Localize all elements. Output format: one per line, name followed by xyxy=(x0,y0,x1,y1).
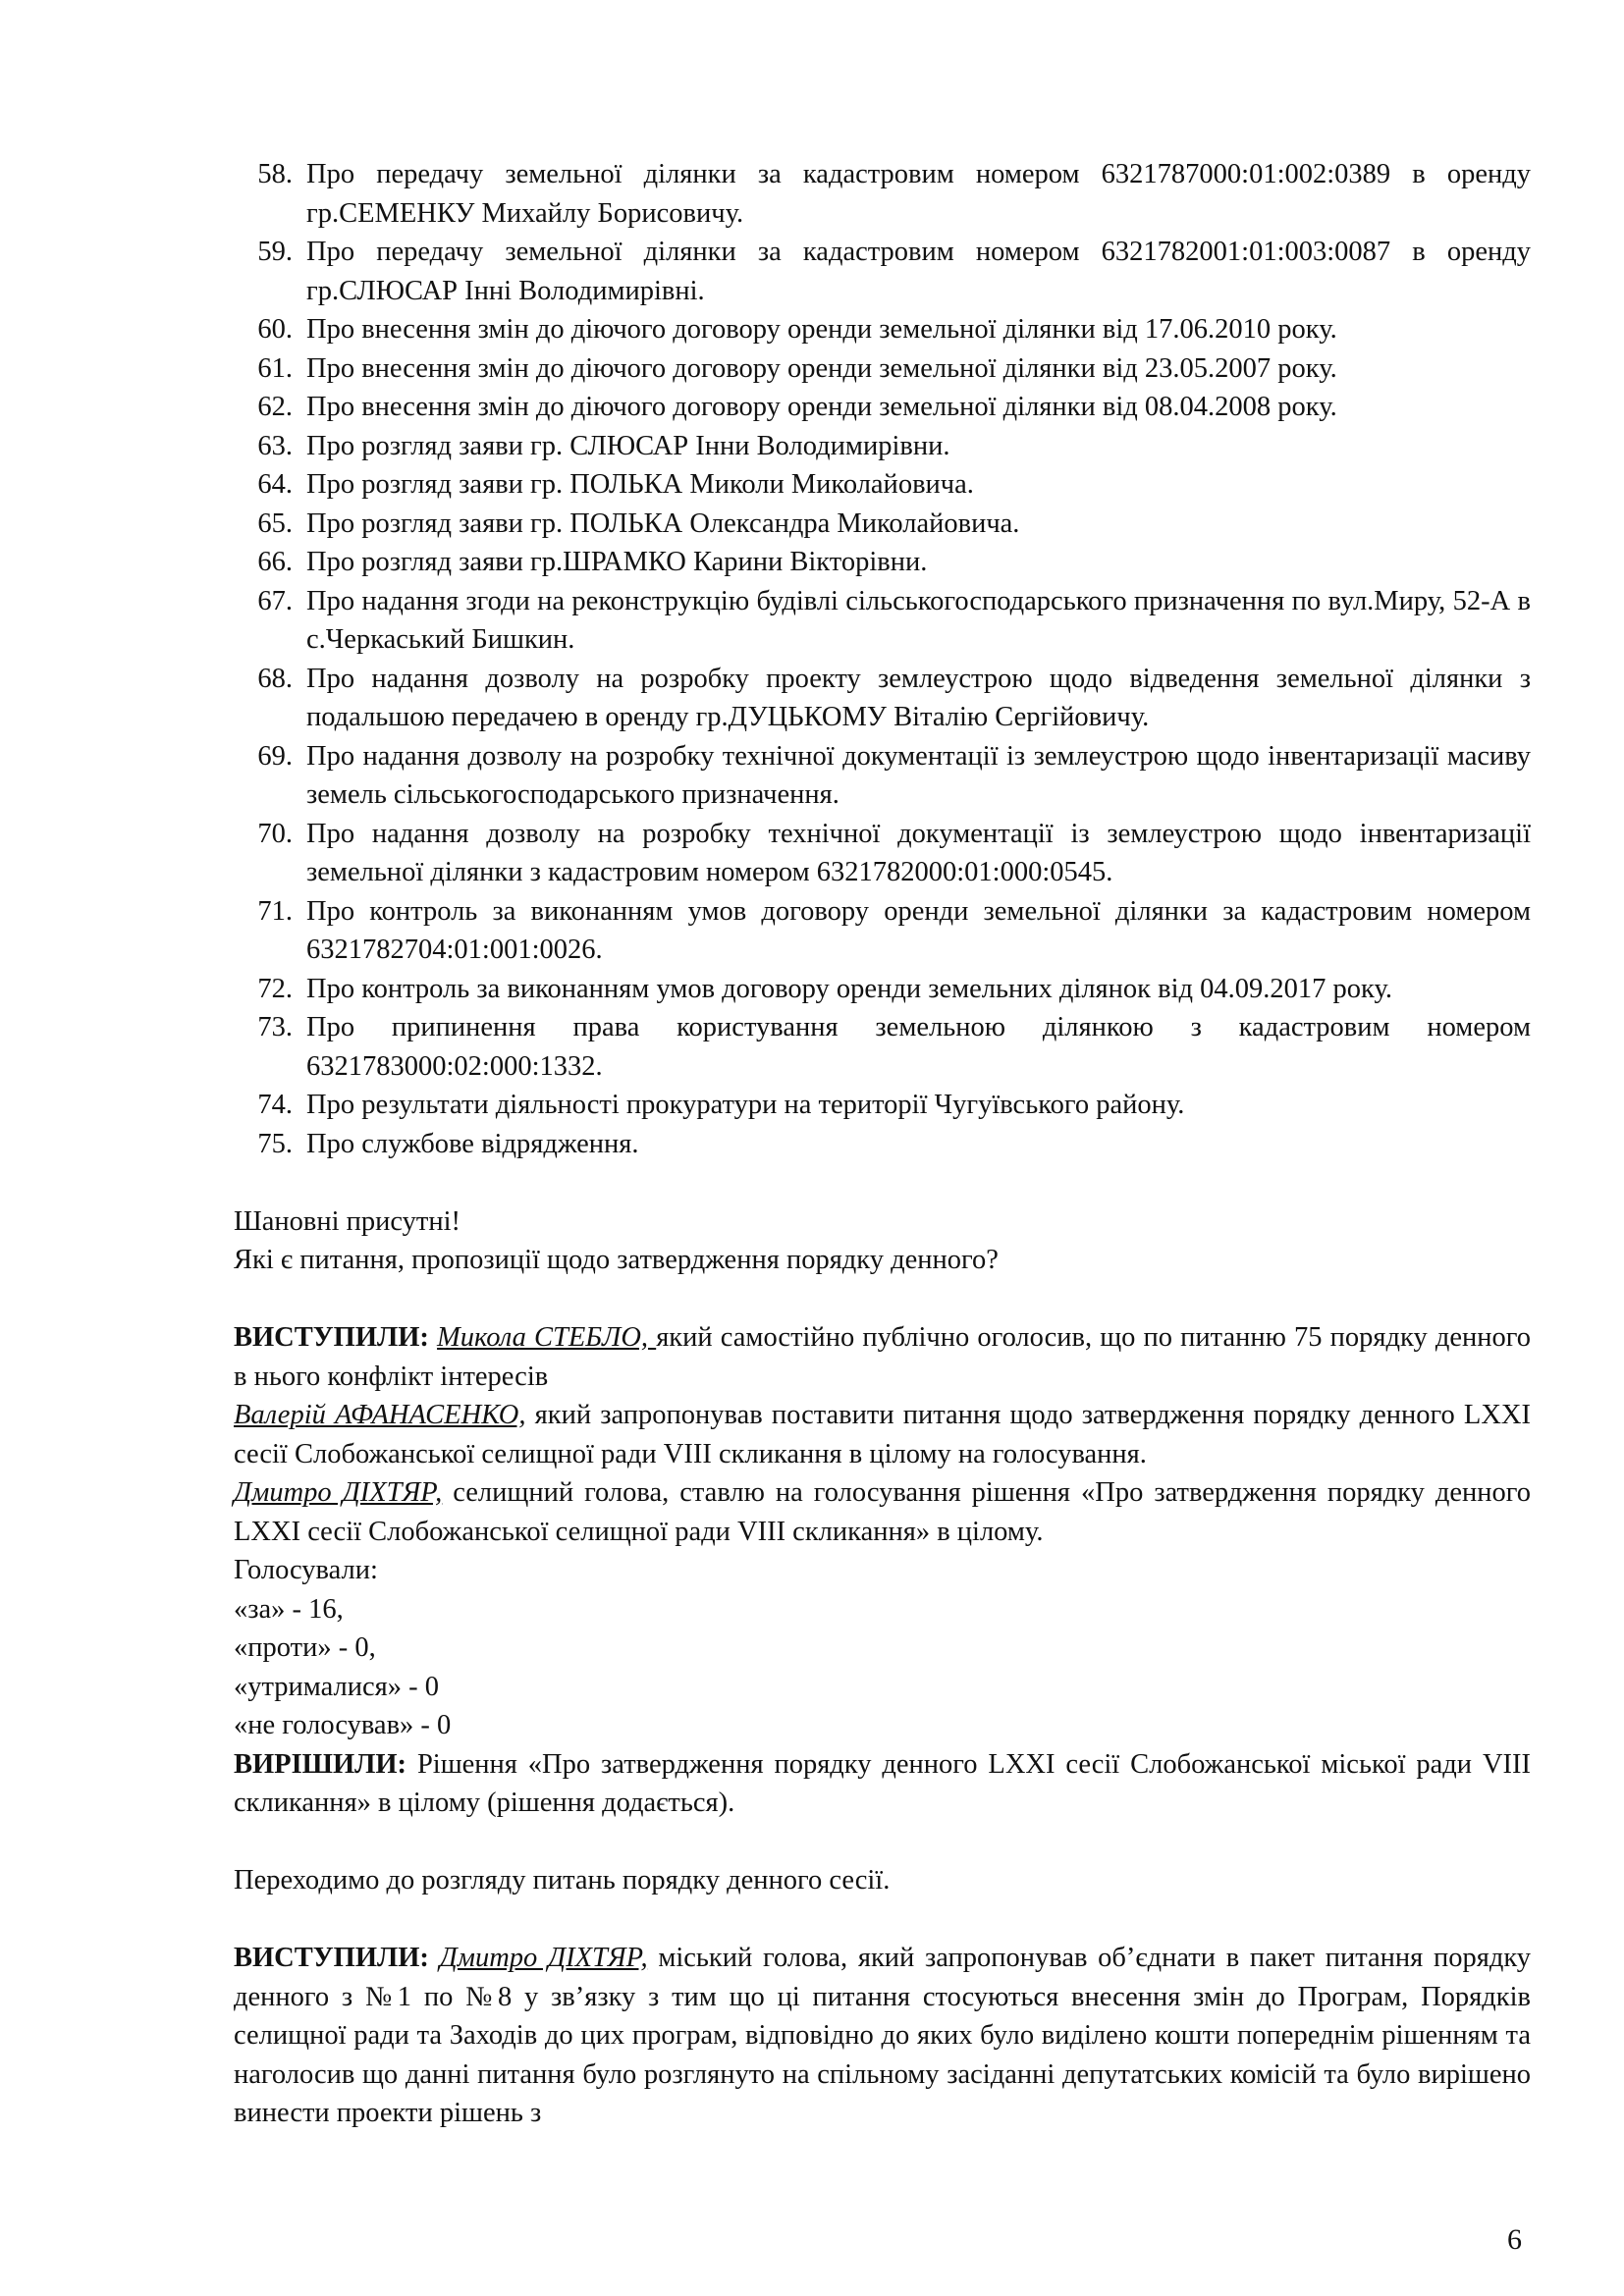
agenda-item-text: Про передачу земельної ділянки за кадастровим номером 6321787000:01:002:0389 в оренду гр.СЕМЕНКУ Михайлу Борисовичу. xyxy=(306,159,1531,229)
agenda-item-text: Про внесення змін до діючого договору оренди земельної ділянки від 17.06.2010 року. xyxy=(306,314,1337,345)
transition-text: Переходимо до розгляду питань порядку денного сесії. xyxy=(234,1865,891,1896)
speaker-text: міський голова, який запропонував об’єднати в пакет питання порядку денного з №1 по №8 у зв’язку з тим що ці питання стосуються внесення змін до Програм, Порядків селищної ради та Заходів до цих програм, відповідно до яких було виділено кошти попереднім рішенням та наголосив що данні питання було розглянуто на спільному засіданні депутатських комісій та було вирішено винести проекти рішень з xyxy=(234,1943,1532,2128)
speech xyxy=(234,1396,1531,1473)
agenda-item-number: 75. xyxy=(257,1128,293,1159)
page-number: 6 xyxy=(1507,2223,1522,2256)
agenda-item-text: Про надання дозволу на розробку проекту землеустрою щодо відведення земельної ділянки з подальшою передачею в оренду гр.ДУЦЬКОМУ Віталію Сергійовичу. xyxy=(306,663,1531,732)
agenda-item-text: Про розгляд заяви гр. ПОЛЬКА Миколи Миколайовича. xyxy=(306,469,974,500)
agenda-item-number: 70. xyxy=(257,818,293,849)
agenda-item-text: Про контроль за виконанням умов договору оренди земельної ділянки за кадастровим номером 6321782704:01:001:0026. xyxy=(306,895,1531,965)
agenda-item xyxy=(234,660,1531,737)
agenda-item xyxy=(234,349,1531,389)
agenda-item xyxy=(234,388,1531,427)
agenda-item xyxy=(234,427,1531,466)
agenda-item-text: Про службове відрядження. xyxy=(306,1128,639,1159)
agenda-item-text: Про контроль за виконанням умов договору оренди земельних ділянок від 04.09.2017 року. xyxy=(306,973,1392,1004)
question: Які є питання, пропозиції щодо затвердження порядку денного? xyxy=(234,1245,999,1275)
speeches-block-2 xyxy=(234,1939,1531,2133)
agenda-item-number: 63. xyxy=(257,430,293,461)
agenda-item-number: 68. xyxy=(257,663,293,694)
spacer xyxy=(234,1163,1531,1202)
agenda-item-number: 60. xyxy=(257,314,293,345)
decision-text: Рішення «Про затвердження порядку денного LXXI сесії Слобожанської міської ради VIII скликання» в цілому (рішення додається). xyxy=(234,1748,1531,1818)
vote-abstained: «утрималися» - 0 xyxy=(234,1671,440,1702)
speaker-text: який самостійно публічно оголосив, що по питанню 75 порядку денного в нього конфлікт інтересів xyxy=(234,1322,1531,1392)
greeting: Шановні присутні! xyxy=(234,1205,461,1237)
spacer xyxy=(234,1900,1531,1940)
agenda-item-number: 65. xyxy=(257,507,293,539)
agenda-item xyxy=(234,970,1531,1009)
agenda-item xyxy=(234,892,1531,970)
agenda-item xyxy=(234,310,1531,349)
agenda-item xyxy=(234,1008,1531,1086)
voting-title: Голосували: xyxy=(234,1555,378,1585)
agenda-item-number: 69. xyxy=(257,740,293,772)
vote-for: «за» - 16, xyxy=(234,1593,344,1625)
vote-against: «проти» - 0, xyxy=(234,1632,376,1663)
agenda-item-number: 74. xyxy=(257,1090,293,1120)
agenda-item xyxy=(234,815,1531,892)
agenda-item-text: Про внесення змін до діючого договору оренди земельної ділянки від 23.05.2007 року. xyxy=(306,352,1337,384)
agenda-item-number: 66. xyxy=(257,547,293,577)
agenda-item-number: 72. xyxy=(257,973,293,1004)
agenda-item-text: Про припинення права користування земельною ділянкою з кадастровим номером 6321783000:02:000:1332. xyxy=(306,1012,1531,1082)
agenda-item xyxy=(234,465,1531,505)
agenda-item-number: 58. xyxy=(257,159,293,189)
speaker-text: який запропонував поставити питання щодо затвердження порядку денного LXXI сесії Слобожанської селищної ради VIII скликання в цілому на голосування. xyxy=(234,1400,1531,1469)
agenda-item xyxy=(234,1086,1531,1125)
speeches-block-1 xyxy=(234,1318,1531,1396)
agenda-item-number: 59. xyxy=(257,237,293,267)
agenda-item-text: Про надання згоди на реконструкцію будівлі сільськогосподарського призначення по вул.Миру, 52-А в с.Черкаський Бишкин. xyxy=(306,585,1531,655)
spacer xyxy=(234,1280,1531,1319)
vote-not-voted: «не голосував» - 0 xyxy=(234,1710,452,1740)
speaker-text: селищний голова, ставлю на голосування рішення «Про затвердження порядку денного LXXI сесії Слобожанської селищної ради VIII скликання» в цілому. xyxy=(234,1477,1532,1547)
agenda-item xyxy=(234,505,1531,544)
agenda-item-number: 62. xyxy=(257,392,293,422)
agenda-item-text: Про результати діяльності прокуратури на території Чугуївського району. xyxy=(306,1090,1185,1120)
agenda-item-text: Про передачу земельної ділянки за кадастровим номером 6321782001:01:003:0087 в оренду гр.СЛЮСАР Інні Володимирівні. xyxy=(306,237,1531,306)
agenda-item xyxy=(234,1125,1531,1164)
speakers-label: ВИСТУПИЛИ: xyxy=(234,1943,429,1973)
decision-label: ВИРІШИЛИ: xyxy=(234,1748,407,1780)
agenda-item-number: 73. xyxy=(257,1012,293,1042)
speech xyxy=(234,1473,1531,1551)
agenda-item xyxy=(234,233,1531,310)
agenda-item-text: Про надання дозволу на розробку технічної документації із землеустрою щодо інвентаризації масиву земель сільськогосподарського призначення. xyxy=(306,740,1531,810)
agenda-item xyxy=(234,155,1531,233)
agenda-item-number: 61. xyxy=(257,352,293,384)
speaker-name: Дмитро ДІХТЯР, xyxy=(439,1943,648,1973)
agenda-item-text: Про надання дозволу на розробку технічної документації із землеустрою щодо інвентаризації земельної ділянки з кадастровим номером 6321782000:01:000:0545. xyxy=(306,818,1531,887)
agenda-item-number: 67. xyxy=(257,585,293,616)
speaker-name: Дмитро ДІХТЯР, xyxy=(234,1477,443,1508)
agenda-item xyxy=(234,582,1531,660)
agenda-item-text: Про розгляд заяви гр. СЛЮСАР Інни Володимирівни. xyxy=(306,430,950,461)
spacer xyxy=(234,1823,1531,1862)
agenda-item-text: Про внесення змін до діючого договору оренди земельної ділянки від 08.04.2008 року. xyxy=(306,392,1337,422)
agenda-item-text: Про розгляд заяви гр. ПОЛЬКА Олександра Миколайовича. xyxy=(306,507,1020,539)
speaker-name: Микола СТЕБЛО, xyxy=(437,1322,657,1353)
agenda-item-number: 71. xyxy=(257,895,293,927)
decision xyxy=(234,1745,1531,1823)
agenda-list xyxy=(234,155,1531,1163)
speakers-label: ВИСТУПИЛИ: xyxy=(234,1322,429,1353)
agenda-item-text: Про розгляд заяви гр.ШРАМКО Карини Вікторівни. xyxy=(306,547,928,577)
speaker-name: Валерій АФАНАСЕНКО, xyxy=(234,1400,526,1430)
agenda-item xyxy=(234,737,1531,815)
agenda-item-number: 64. xyxy=(257,469,293,500)
agenda-item xyxy=(234,543,1531,582)
